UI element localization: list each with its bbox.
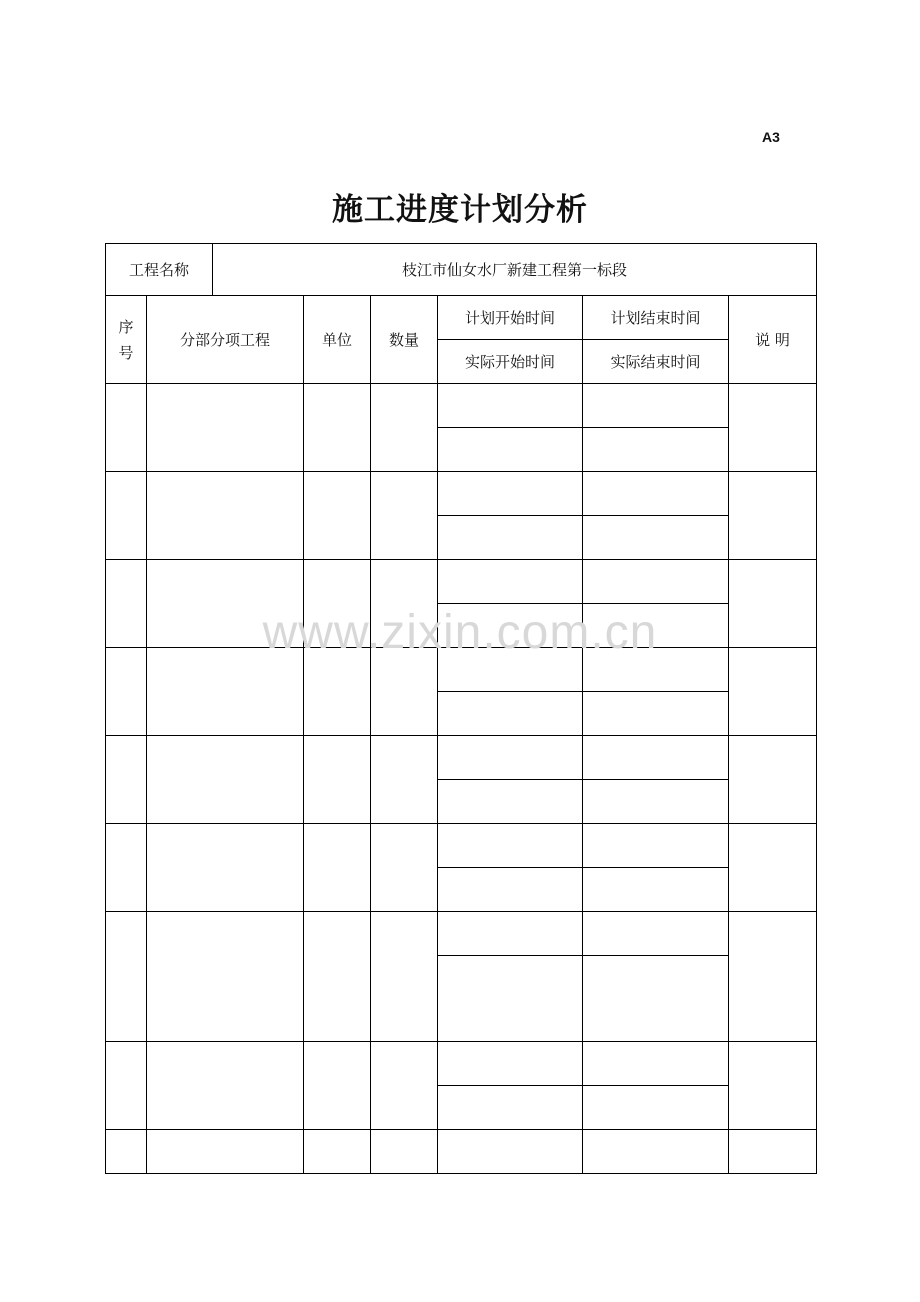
quantity-cell[interactable]	[371, 648, 438, 736]
unit-cell[interactable]	[304, 912, 371, 1042]
table-row	[106, 472, 817, 516]
plan-start-cell[interactable]	[438, 912, 583, 956]
actual-start-cell[interactable]	[438, 956, 583, 1042]
quantity-cell[interactable]	[371, 560, 438, 648]
plan-start-header: 计划开始时间	[438, 296, 583, 340]
plan-start-cell[interactable]	[438, 736, 583, 780]
quantity-cell[interactable]	[371, 384, 438, 472]
plan-start-cell[interactable]	[438, 384, 583, 428]
quantity-cell[interactable]	[371, 472, 438, 560]
plan-end-header: 计划结束时间	[583, 296, 729, 340]
remark-cell[interactable]	[729, 648, 817, 736]
item-cell[interactable]	[147, 472, 304, 560]
plan-start-cell[interactable]	[438, 824, 583, 868]
seq-cell[interactable]	[106, 1042, 147, 1130]
unit-cell[interactable]	[304, 824, 371, 912]
quantity-cell[interactable]	[371, 1042, 438, 1130]
actual-end-cell[interactable]	[583, 1086, 729, 1130]
item-cell[interactable]	[147, 736, 304, 824]
schedule-table	[105, 243, 817, 1174]
seq-cell[interactable]	[106, 384, 147, 472]
project-row	[106, 244, 817, 296]
item-cell[interactable]	[147, 1042, 304, 1130]
seq-cell[interactable]	[106, 1130, 147, 1174]
plan-end-cell[interactable]	[583, 736, 729, 780]
watermark: www.zixin.com.cn	[262, 606, 658, 659]
remark-cell[interactable]	[729, 912, 817, 1042]
seq-cell[interactable]	[106, 560, 147, 648]
actual-start-cell[interactable]	[438, 780, 583, 824]
seq-cell[interactable]	[106, 912, 147, 1042]
remark-header: 说 明	[729, 296, 817, 384]
remark-cell[interactable]	[729, 560, 817, 648]
actual-start-cell[interactable]	[438, 1086, 583, 1130]
item-cell[interactable]	[147, 384, 304, 472]
seq-header	[106, 296, 147, 384]
item-cell[interactable]	[147, 1130, 304, 1174]
table-row	[106, 824, 817, 868]
table-row	[106, 736, 817, 780]
unit-cell[interactable]	[304, 648, 371, 736]
seq-cell[interactable]	[106, 824, 147, 912]
quantity-header: 数量	[371, 296, 438, 384]
item-header: 分部分项工程	[147, 296, 304, 384]
quantity-cell[interactable]	[371, 736, 438, 824]
page-title: 施工进度计划分析	[332, 192, 588, 228]
unit-cell[interactable]	[304, 472, 371, 560]
plan-end-cell[interactable]	[583, 824, 729, 868]
header-row	[106, 296, 817, 340]
actual-start-cell[interactable]	[438, 516, 583, 560]
actual-end-cell[interactable]	[583, 956, 729, 1042]
seq-cell[interactable]	[106, 736, 147, 824]
table-row	[106, 648, 817, 692]
seq-cell[interactable]	[106, 472, 147, 560]
plan-end-cell[interactable]	[583, 560, 729, 604]
seq-header-line2: 号	[118, 343, 134, 362]
project-name-label: 工程名称	[106, 244, 213, 296]
unit-cell[interactable]	[304, 560, 371, 648]
actual-end-cell[interactable]	[583, 516, 729, 560]
quantity-cell[interactable]	[371, 912, 438, 1042]
unit-cell[interactable]	[304, 384, 371, 472]
remark-cell[interactable]	[729, 1130, 817, 1174]
unit-header: 单位	[304, 296, 371, 384]
document-code: A3	[762, 129, 780, 145]
table-row	[106, 1042, 817, 1086]
remark-cell[interactable]	[729, 472, 817, 560]
table-row	[106, 912, 817, 956]
actual-end-cell[interactable]	[583, 692, 729, 736]
plan-start-cell[interactable]	[438, 472, 583, 516]
actual-start-cell[interactable]	[438, 428, 583, 472]
item-cell[interactable]	[147, 648, 304, 736]
project-name-value: 枝江市仙女水厂新建工程第一标段	[213, 244, 817, 296]
unit-cell[interactable]	[304, 1042, 371, 1130]
quantity-cell[interactable]	[371, 1130, 438, 1174]
plan-end-cell[interactable]	[583, 912, 729, 956]
seq-cell[interactable]	[106, 648, 147, 736]
table-row	[106, 1130, 817, 1174]
actual-start-header: 实际开始时间	[438, 340, 583, 384]
unit-cell[interactable]	[304, 736, 371, 824]
table-row	[106, 384, 817, 428]
table-row	[106, 560, 817, 604]
remark-cell[interactable]	[729, 384, 817, 472]
remark-cell[interactable]	[729, 1042, 817, 1130]
plan-start-cell[interactable]	[438, 648, 583, 692]
plan-end-cell[interactable]	[583, 384, 729, 428]
plan-start-cell[interactable]	[438, 1042, 583, 1086]
actual-start-cell[interactable]	[438, 868, 583, 912]
actual-end-header: 实际结束时间	[583, 340, 729, 384]
plan-end-cell[interactable]	[583, 1042, 729, 1086]
actual-end-cell[interactable]	[583, 780, 729, 824]
remark-cell[interactable]	[729, 824, 817, 912]
item-cell[interactable]	[147, 560, 304, 648]
actual-start-cell[interactable]	[438, 692, 583, 736]
plan-start-cell[interactable]	[438, 1130, 583, 1174]
item-cell[interactable]	[147, 912, 304, 1042]
actual-end-cell[interactable]	[583, 868, 729, 912]
plan-end-cell[interactable]	[583, 472, 729, 516]
actual-end-cell[interactable]	[583, 428, 729, 472]
remark-cell[interactable]	[729, 736, 817, 824]
seq-header-line1: 序	[118, 317, 134, 336]
unit-cell[interactable]	[304, 1130, 371, 1174]
actual-end-cell[interactable]	[583, 604, 729, 648]
item-cell[interactable]	[147, 824, 304, 912]
actual-start-cell[interactable]	[438, 604, 583, 648]
quantity-cell[interactable]	[371, 824, 438, 912]
plan-end-cell[interactable]	[583, 1130, 729, 1174]
plan-end-cell[interactable]	[583, 648, 729, 692]
plan-start-cell[interactable]	[438, 560, 583, 604]
